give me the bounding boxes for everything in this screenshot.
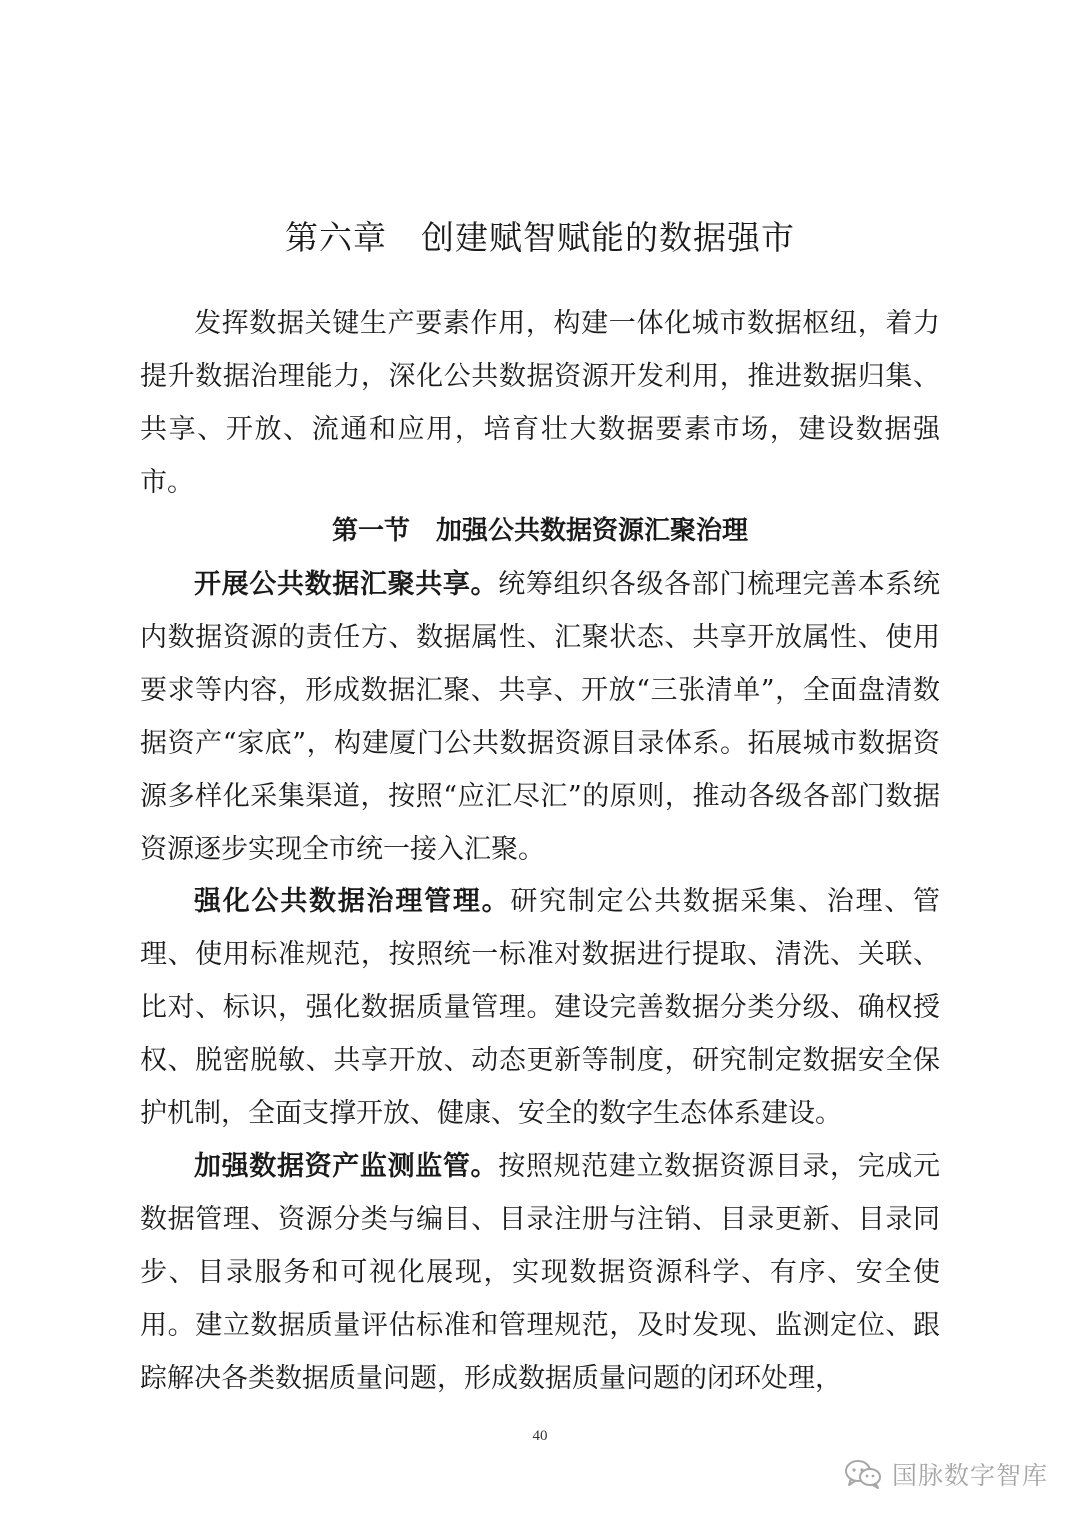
paragraph-lead: 开展公共数据汇聚共享。 (194, 569, 499, 600)
paragraph-lead: 加强数据资产监测监管。 (194, 1151, 499, 1182)
paragraph-body: 研究制定公共数据采集、治理、管理、使用标准规范，按照统一标准对数据进行提取、清洗、关联、比对、标识，强化数据质量管理。建设完善数据分类分级、确权授权、脱密脱敏、共享开放、动态更新等制度，研究制定数据安全保护机制，全面支撑开放、健康、安全的数字生态体系建设。 (140, 886, 941, 1129)
paragraph-data-sharing (140, 558, 940, 876)
chapter-title: 第六章 创建赋智赋能的数据强市 (285, 218, 795, 258)
paragraph-body: 统筹组织各级各部门梳理完善本系统内数据资源的责任方、数据属性、汇聚状态、共享开放属性、使用要求等内容，形成数据汇聚、共享、开放“三张清单”，全面盘清数据资产“家底”，构建厦门公共数据资源目录体系。拓展城市数据资源多样化采集渠道，按照“应汇尽汇”的原则，推动各级各部门数据资源逐步实现全市统一接入汇聚。 (140, 569, 941, 865)
watermark-text: 国脉数字智库 (891, 1461, 1048, 1490)
paragraph-body: 按照规范建立数据资源目录，完成元数据管理、资源分类与编目、目录注册与注销、目录更新、目录同步、目录服务和可视化展现，实现数据资源科学、有序、安全使用。建立数据质量评估标准和管理规范，及时发现、监测定位、跟踪解决各类数据质量问题，形成数据质量问题的闭环处理， (140, 1151, 941, 1394)
watermark (844, 1456, 1048, 1492)
paragraph-data-monitoring (140, 1140, 940, 1405)
page-number: 40 (532, 1428, 548, 1444)
intro-paragraph: 发挥数据关键生产要素作用，构建一体化城市数据枢纽，着力提升数据治理能力，深化公共数据资源开发利用，推进数据归集、共享、开放、流通和应用，培育壮大数据要素市场，建设数据强市。 (140, 308, 940, 498)
paragraph-data-governance (140, 875, 940, 1140)
wechat-icon (844, 1459, 882, 1489)
paragraph-lead: 强化公共数据治理管理。 (194, 886, 511, 917)
section-title: 第一节 加强公共数据资源汇聚治理 (331, 516, 748, 546)
